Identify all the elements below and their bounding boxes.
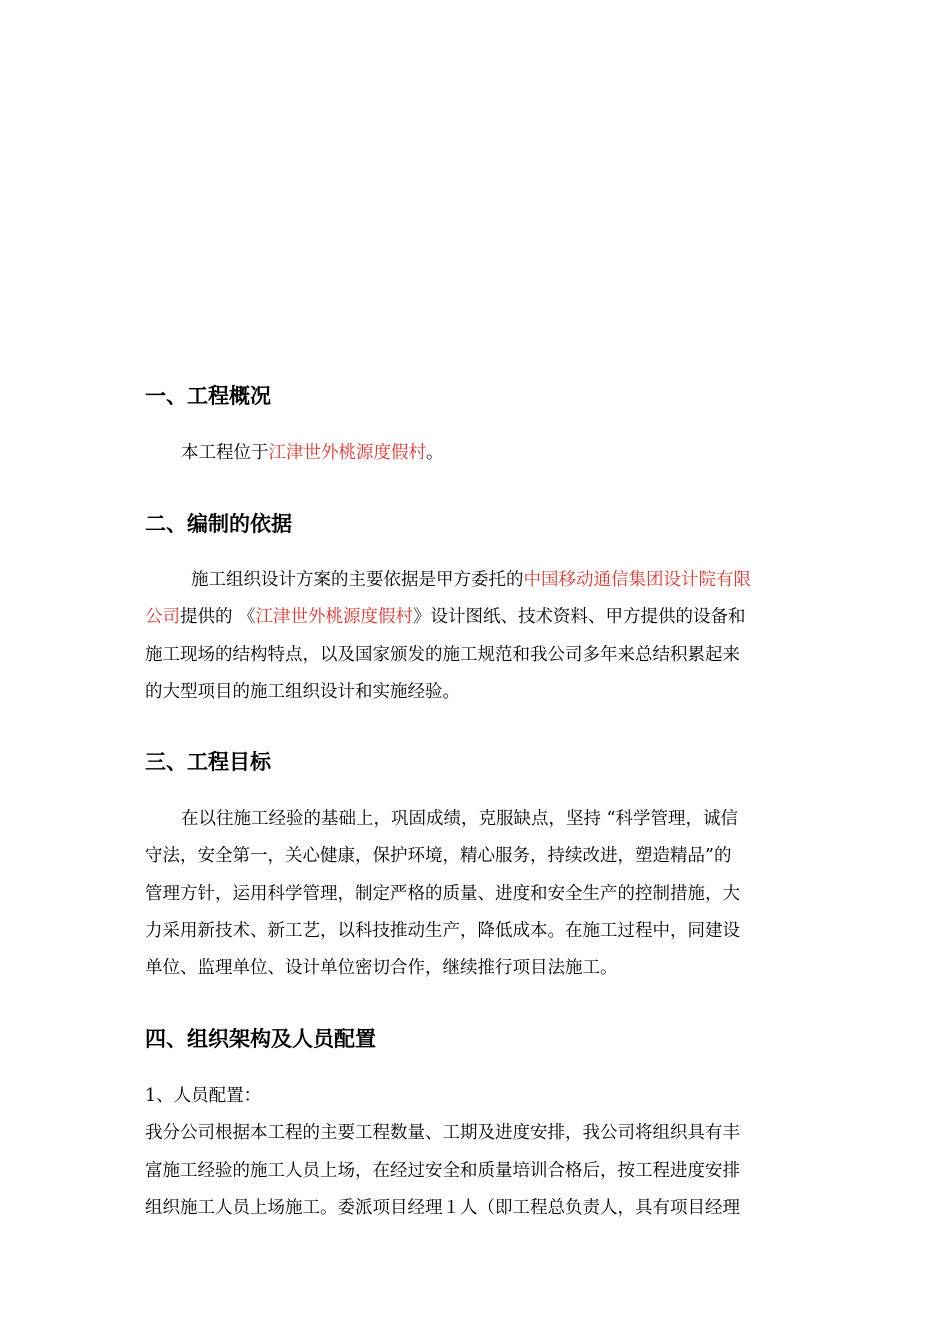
paragraph-line — [145, 562, 807, 599]
paragraph-line: 富施工经验的施工人员上场，在经过安全和质量培训合格后，按工程进度安排 — [145, 1160, 740, 1181]
paragraph-line: 的大型项目的施工组织设计和实施经验。 — [145, 681, 460, 702]
paragraph-line: 在以往施工经验的基础上，巩固成绩，克服缺点，坚持 “科学管理，诚信 — [181, 809, 739, 829]
text-fragment: 提供的 《 — [180, 607, 256, 628]
client-highlight: 中国移动通信集团设计院有限 — [523, 570, 751, 590]
text-fragment: 》设计图纸、技术资料、甲方提供的设备和 — [413, 607, 746, 628]
paragraph-line: 组织施工人员上场施工。委派项目经理１人（即工程总负责人，具有项目经理 — [145, 1197, 740, 1218]
paragraph-line: 守法，安全第一，关心健康，保护环境，精心服务，持续改进，塑造精品”的 — [145, 846, 732, 867]
section-2-heading: 二、编制的依据 — [145, 512, 292, 536]
section-2-paragraph — [145, 562, 807, 711]
subsection-title: 1、人员配置： — [145, 1086, 262, 1106]
section-4-heading: 四、组织架构及人员配置 — [145, 1027, 376, 1051]
section-1-heading: 一、工程概况 — [145, 384, 271, 408]
client-highlight: 公司 — [145, 607, 180, 628]
paragraph-line: 单位、监理单位、设计单位密切合作，继续推行项目法施工。 — [145, 958, 618, 979]
section-3-heading: 三、工程目标 — [145, 750, 271, 774]
paragraph-line: 施工现场的结构特点，以及国家颁发的施工规范和我公司多年来总结积累起来 — [145, 644, 740, 665]
paragraph-line — [145, 599, 807, 636]
section-4-paragraph — [145, 1078, 807, 1227]
project-highlight: 江津世外桃源度假村 — [255, 607, 414, 628]
paragraph-line: 我分公司根据本工程的主要工程数量、工期及进度安排，我公司将组织具有丰 — [145, 1123, 740, 1144]
section-3-paragraph — [145, 801, 807, 987]
text-fragment: 。 — [426, 443, 444, 463]
text-fragment: 本工程位于 — [181, 443, 269, 463]
paragraph-line — [145, 435, 807, 472]
location-highlight: 江津世外桃源度假村 — [268, 443, 426, 463]
section-1-paragraph — [145, 435, 807, 472]
paragraph-line: 管理方针，运用科学管理，制定严格的质量、进度和安全生产的控制措施，大 — [145, 883, 740, 904]
text-fragment: 施工组织设计方案的主要依据是甲方委托的 — [191, 570, 524, 590]
paragraph-line: 力采用新技术、新工艺，以科技推动生产，降低成本。在施工过程中，同建设 — [145, 920, 740, 941]
